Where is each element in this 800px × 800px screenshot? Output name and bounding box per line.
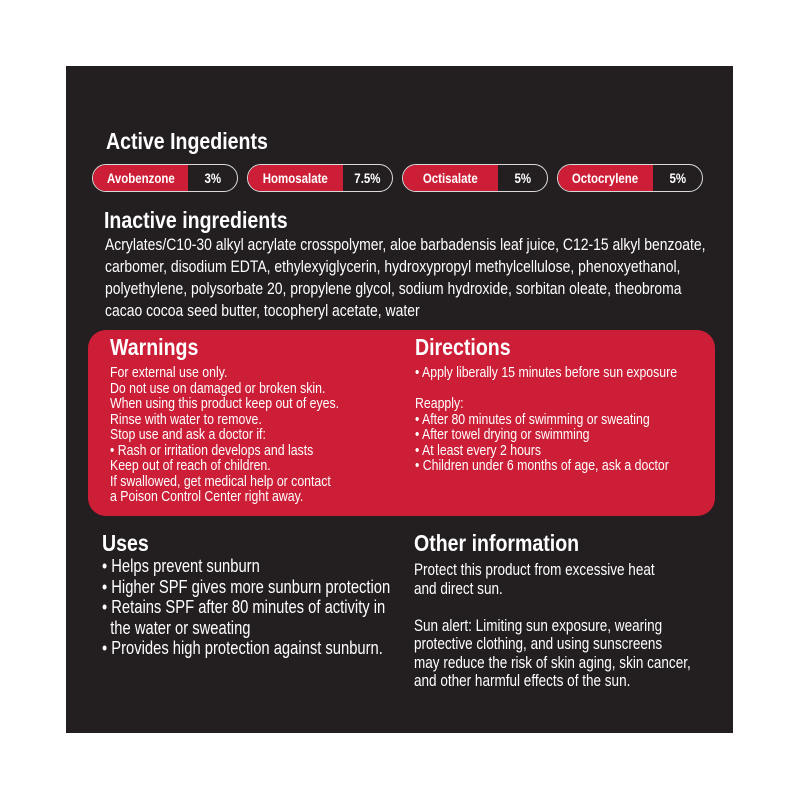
other-information-heading: Other information bbox=[414, 530, 580, 556]
directions-line: • Children under 6 months of age, ask a doctor bbox=[415, 457, 669, 474]
directions-heading: Directions bbox=[415, 334, 511, 360]
directions-line: • After towel drying or swimming bbox=[415, 426, 590, 443]
inactive-ingredients-line: cacao cocoa seed butter, tocopheryl acetate, water bbox=[105, 301, 420, 320]
other-information-line: protective clothing, and using sunscreens bbox=[414, 635, 663, 653]
ingredient-percent-badge bbox=[188, 165, 237, 191]
other-information-line: Sun alert: Limiting sun exposure, wearing bbox=[414, 616, 663, 635]
warnings-line: For external use only. bbox=[110, 364, 228, 381]
other-information-line: and other harmful effects of the sun. bbox=[414, 672, 631, 690]
other-information-line: and direct sun. bbox=[414, 579, 503, 598]
ingredient-name: Octocrylene bbox=[572, 170, 639, 186]
ingredient-name: Octisalate bbox=[423, 170, 478, 186]
warnings-line: • Rash or irritation develops and lasts bbox=[110, 441, 314, 459]
ingredient-percent-badge bbox=[498, 165, 547, 191]
ingredient-percent-badge bbox=[653, 165, 702, 191]
inactive-ingredients-text bbox=[105, 234, 800, 322]
ingredient-percent: 3% bbox=[204, 170, 221, 186]
uses-line: the water or sweating bbox=[102, 617, 251, 638]
ingredient-pill bbox=[247, 164, 393, 192]
directions-line: Reapply: bbox=[415, 395, 464, 412]
ingredient-percent: 7.5% bbox=[354, 170, 381, 186]
uses-line: • Provides high protection against sunburn. bbox=[102, 638, 383, 658]
uses-line: • Retains SPF after 80 minutes of activity in bbox=[102, 597, 386, 617]
inactive-ingredients-line: Acrylates/C10-30 alkyl acrylate crosspolymer, aloe barbadensis leaf juice, C12-15 alkyl benzoate, bbox=[105, 235, 706, 254]
ingredient-pill bbox=[557, 164, 703, 192]
warnings-line: a Poison Control Center right away. bbox=[110, 488, 304, 505]
ingredient-name: Avobenzone bbox=[106, 170, 175, 186]
warnings-line: When using this product keep out of eyes. bbox=[110, 395, 340, 412]
ingredient-percent-badge bbox=[343, 165, 392, 191]
warnings-line: Stop use and ask a doctor if: bbox=[110, 426, 266, 443]
warnings-section bbox=[110, 336, 389, 505]
inactive-ingredients-line: carbomer, disodium EDTA, ethylexyiglycerin, hydroxypropyl methylcellulose, phenoxyethanol, bbox=[105, 257, 681, 276]
ingredient-name-badge bbox=[248, 165, 343, 191]
active-ingredients-heading: Active Ingedients bbox=[106, 128, 268, 154]
ingredient-percent: 5% bbox=[669, 170, 686, 186]
other-information-line: Protect this product from excessive heat bbox=[414, 561, 655, 579]
other-information-text bbox=[414, 561, 752, 691]
ingredient-name-badge bbox=[403, 165, 498, 191]
uses-line: • Higher SPF gives more sunburn protection bbox=[102, 576, 391, 597]
ingredient-pill bbox=[402, 164, 548, 192]
directions-line: • Apply liberally 15 minutes before sun exposure bbox=[415, 364, 678, 381]
inactive-ingredients-line: polyethylene, polysorbate 20, propylene glycol, sodium hydroxide, sorbitan oleate, theobroma bbox=[105, 279, 682, 298]
directions-line: • At least every 2 hours bbox=[415, 441, 542, 459]
warnings-line: Rinse with water to remove. bbox=[110, 410, 262, 428]
ingredient-name: Homosalate bbox=[262, 170, 329, 186]
warnings-heading: Warnings bbox=[110, 334, 199, 360]
active-ingredient-pills bbox=[92, 164, 703, 192]
ingredient-name-badge bbox=[558, 165, 653, 191]
ingredient-pill bbox=[92, 164, 238, 192]
ingredient-percent: 5% bbox=[514, 170, 531, 186]
other-information-line bbox=[414, 598, 691, 617]
uses-line: • Helps prevent sunburn bbox=[102, 556, 260, 576]
other-information-line: may reduce the risk of skin aging, skin cancer, bbox=[414, 653, 691, 672]
inactive-ingredients-heading: Inactive ingredients bbox=[104, 207, 288, 233]
warnings-text bbox=[110, 365, 389, 505]
directions-section bbox=[415, 336, 735, 474]
directions-text bbox=[415, 365, 735, 474]
uses-text bbox=[102, 556, 453, 659]
label-panel bbox=[66, 66, 733, 733]
ingredient-name-badge bbox=[93, 165, 188, 191]
warnings-line: Do not use on damaged or broken skin. bbox=[110, 379, 326, 397]
warnings-line: If swallowed, get medical help or contact bbox=[110, 472, 331, 490]
warnings-directions-box bbox=[88, 330, 715, 516]
uses-heading: Uses bbox=[102, 530, 149, 556]
directions-line bbox=[415, 381, 677, 397]
directions-line: • After 80 minutes of swimming or sweating bbox=[415, 410, 650, 428]
warnings-line: Keep out of reach of children. bbox=[110, 457, 271, 474]
